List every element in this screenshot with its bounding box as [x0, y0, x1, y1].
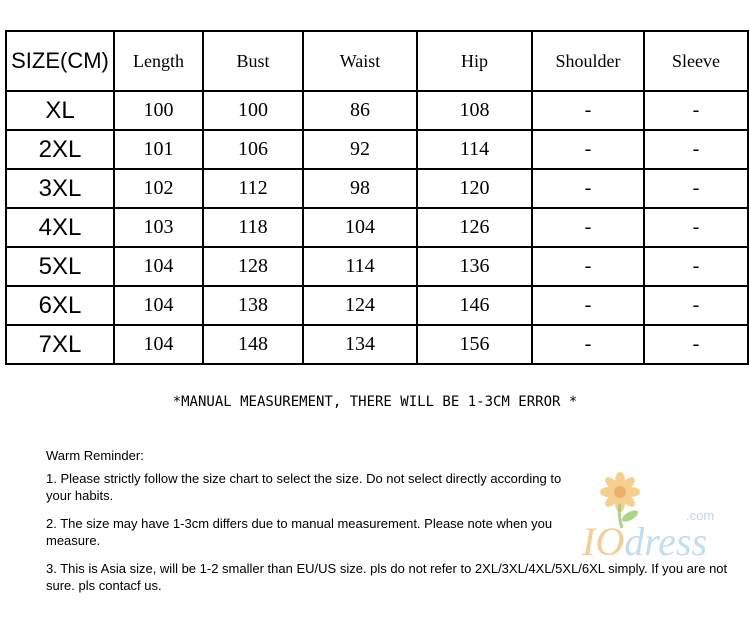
shoulder-cell: -: [532, 325, 644, 364]
table-row: [6, 325, 748, 364]
header-size: SIZE(CM): [6, 31, 114, 91]
sleeve-cell: -: [644, 247, 748, 286]
sleeve-cell: -: [644, 286, 748, 325]
bust-cell: 118: [203, 208, 303, 247]
length-cell: 102: [114, 169, 203, 208]
shoulder-cell: -: [532, 247, 644, 286]
waist-cell: 104: [303, 208, 417, 247]
size-cell: 3XL: [6, 169, 114, 208]
table-row: [6, 91, 748, 130]
length-cell: 104: [114, 325, 203, 364]
waist-cell: 98: [303, 169, 417, 208]
shoulder-cell: -: [532, 91, 644, 130]
table-row: [6, 208, 748, 247]
header-shoulder: Shoulder: [532, 31, 644, 91]
bust-cell: 106: [203, 130, 303, 169]
table-row: [6, 169, 748, 208]
hip-cell: 108: [417, 91, 532, 130]
shoulder-cell: -: [532, 130, 644, 169]
length-cell: 104: [114, 286, 203, 325]
sleeve-cell: -: [644, 208, 748, 247]
hip-cell: 146: [417, 286, 532, 325]
shoulder-cell: -: [532, 286, 644, 325]
size-cell: XL: [6, 91, 114, 130]
size-cell: 7XL: [6, 325, 114, 364]
warm-reminder: [46, 447, 746, 605]
length-cell: 104: [114, 247, 203, 286]
reminder-title: Warm Reminder:: [46, 448, 144, 463]
length-cell: 100: [114, 91, 203, 130]
shoulder-cell: -: [532, 169, 644, 208]
bust-cell: 148: [203, 325, 303, 364]
table-row: [6, 247, 748, 286]
sleeve-cell: -: [644, 325, 748, 364]
waist-cell: 134: [303, 325, 417, 364]
size-cell: 5XL: [6, 247, 114, 286]
hip-cell: 120: [417, 169, 532, 208]
reminder-item: 3. This is Asia size, will be 1-2 smaller than EU/US size. pls do not refer to 2XL/3XL/4XL/5XL/6XL simply. If you are not sure. pls contacf us.: [46, 561, 728, 593]
table-row: [6, 286, 748, 325]
hip-cell: 156: [417, 325, 532, 364]
header-length: Length: [114, 31, 203, 91]
header-bust: Bust: [203, 31, 303, 91]
waist-cell: 86: [303, 91, 417, 130]
waist-cell: 92: [303, 130, 417, 169]
size-cell: 4XL: [6, 208, 114, 247]
measurement-note: *MANUAL MEASUREMENT, THERE WILL BE 1-3CM ERROR *: [172, 394, 578, 410]
bust-cell: 128: [203, 247, 303, 286]
shoulder-cell: -: [532, 208, 644, 247]
header-waist: Waist: [303, 31, 417, 91]
length-cell: 103: [114, 208, 203, 247]
sleeve-cell: -: [644, 91, 748, 130]
table-row: [6, 130, 748, 169]
bust-cell: 112: [203, 169, 303, 208]
waist-cell: 124: [303, 286, 417, 325]
size-cell: 2XL: [6, 130, 114, 169]
size-cell: 6XL: [6, 286, 114, 325]
sleeve-cell: -: [644, 169, 748, 208]
brand-text-dress: dress: [624, 519, 708, 564]
brand-domain: .com: [686, 508, 715, 523]
reminder-item: 2. The size may have 1-3cm differs due to manual measurement. Please note when you measure.: [46, 516, 553, 548]
bust-cell: 138: [203, 286, 303, 325]
header-hip: Hip: [417, 31, 532, 91]
hip-cell: 126: [417, 208, 532, 247]
bust-cell: 100: [203, 91, 303, 130]
sleeve-cell: -: [644, 130, 748, 169]
hip-cell: 114: [417, 130, 532, 169]
brand-text-io: IO: [582, 519, 625, 564]
waist-cell: 114: [303, 247, 417, 286]
size-chart-table: [5, 30, 749, 365]
reminder-item: 1. Please strictly follow the size chart to select the size. Do not select directly according to your habits.: [46, 471, 562, 503]
length-cell: 101: [114, 130, 203, 169]
hip-cell: 136: [417, 247, 532, 286]
table-header-row: [6, 31, 748, 91]
header-sleeve: Sleeve: [644, 31, 748, 91]
